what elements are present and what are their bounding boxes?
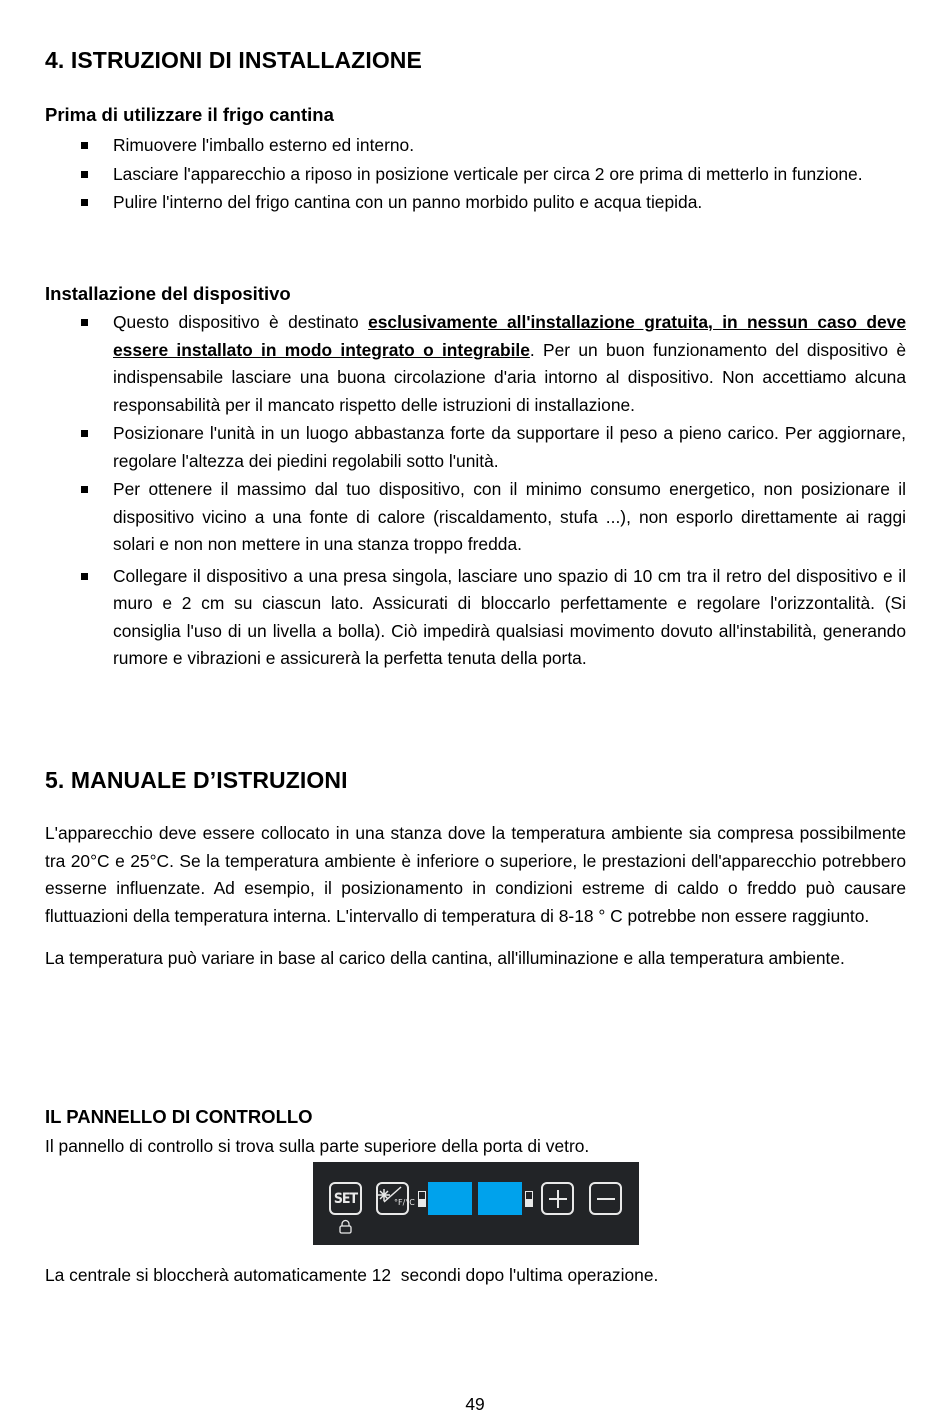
indicator-icon — [525, 1191, 533, 1207]
installation-list — [45, 309, 906, 674]
lock-icon — [338, 1220, 353, 1233]
emphasis-text: esclusivamente all'installazione gratuita, in nessun caso deve essere installato in modo integrato o integrabile — [113, 312, 906, 360]
list-item: Questo dispositivo è destinato esclusivamente all'installazione gratuita, in nessun caso deve essere installato in modo integrato o integrabile. Per un buon funzionamento del dispositivo è indispensabile lasciare una buona circolazione d'aria intorno al dispositivo. Non accettiamo alcuna responsabilità per il mancato rispetto delle istruzioni di installazione. — [45, 309, 906, 419]
list-item: Rimuovere l'imballo esterno ed interno. — [45, 132, 906, 160]
section-5-title: 5. MANUALE D’ISTRUZIONI — [45, 767, 348, 793]
plus-icon — [541, 1182, 574, 1215]
before-use-heading: Prima di utilizzare il frigo cantina — [45, 104, 334, 125]
indicator-icon — [418, 1191, 426, 1207]
bullet-icon — [81, 199, 88, 206]
before-use-list — [45, 132, 906, 218]
bullet-icon — [81, 573, 88, 580]
minus-icon — [589, 1182, 622, 1215]
control-panel-heading: IL PANNELLO DI CONTROLLO — [45, 1106, 313, 1127]
bullet-icon — [81, 486, 88, 493]
page-number: 49 — [465, 1394, 485, 1414]
list-item: Lasciare l'apparecchio a riposo in posizione verticale per circa 2 ore prima di metterlo in funzione. — [45, 161, 906, 189]
list-item: Collegare il dispositivo a una presa singola, lasciare uno spazio di 10 cm tra il retro del dispositivo e il muro e 2 cm su ciascun lato. Assicurati di bloccarlo perfettamente e regolare l'orizzontalità. (Si consiglia l'uso di un livella a bolla). Ciò impedirà qualsiasi movimento dovuto all'instabilità, generando rumore e vibrazioni e assicurerà la perfetta tenuta della porta. — [45, 563, 906, 673]
paragraph: La temperatura può variare in base al carico della cantina, all'illuminazione e alla temperatura ambiente. — [45, 948, 845, 968]
control-panel-intro: Il pannello di controllo si trova sulla parte superiore della porta di vetro. — [45, 1136, 590, 1156]
temperature-display-left — [428, 1182, 472, 1215]
svg-text:°F/°C: °F/°C — [394, 1198, 415, 1207]
paragraph: L'apparecchio deve essere collocato in una stanza dove la temperatura ambiente sia compresa possibilmente tra 20°C e 25°C. Se la temperatura ambiente è inferiore o superiore, le prestazioni dell'apparecchio potrebbero esserne influenzate. Ad esempio, il posizionamento in condizioni estreme di caldo o freddo può causare fluttuazioni della temperatura interna. L'intervallo di temperatura di 8-18 ° C potrebbe non essere raggiunto. — [45, 823, 906, 926]
temperature-display-right — [478, 1182, 522, 1215]
set-button-icon: SET — [329, 1182, 362, 1215]
list-item: Posizionare l'unità in un luogo abbastanza forte da supportare il peso a pieno carico. Per aggiornare, regolare l'altezza dei piedini regolabili sotto l'unità. — [45, 420, 906, 475]
bullet-icon — [81, 171, 88, 178]
list-item: Per ottenere il massimo dal tuo dispositivo, con il minimo consumo energetico, non posizionare il dispositivo vicino a una fonte di calore (riscaldamento, stufa ...), non esporlo direttamente ai raggi solari e non non mettere in una stanza troppo fredda. — [45, 476, 906, 559]
installation-heading: Installazione del dispositivo — [45, 283, 291, 304]
bullet-icon — [81, 142, 88, 149]
light-unit-button-icon — [376, 1182, 415, 1215]
section-4-title: 4. ISTRUZIONI DI INSTALLAZIONE — [45, 47, 422, 73]
bullet-icon — [81, 430, 88, 437]
control-panel-image — [313, 1162, 639, 1245]
bullet-icon — [81, 319, 88, 326]
list-item: Pulire l'interno del frigo cantina con un panno morbido pulito e acqua tiepida. — [45, 189, 906, 217]
auto-lock-note: La centrale si bloccherà automaticamente 12 secondi dopo l'ultima operazione. — [45, 1265, 659, 1285]
section-5-body — [45, 820, 906, 973]
